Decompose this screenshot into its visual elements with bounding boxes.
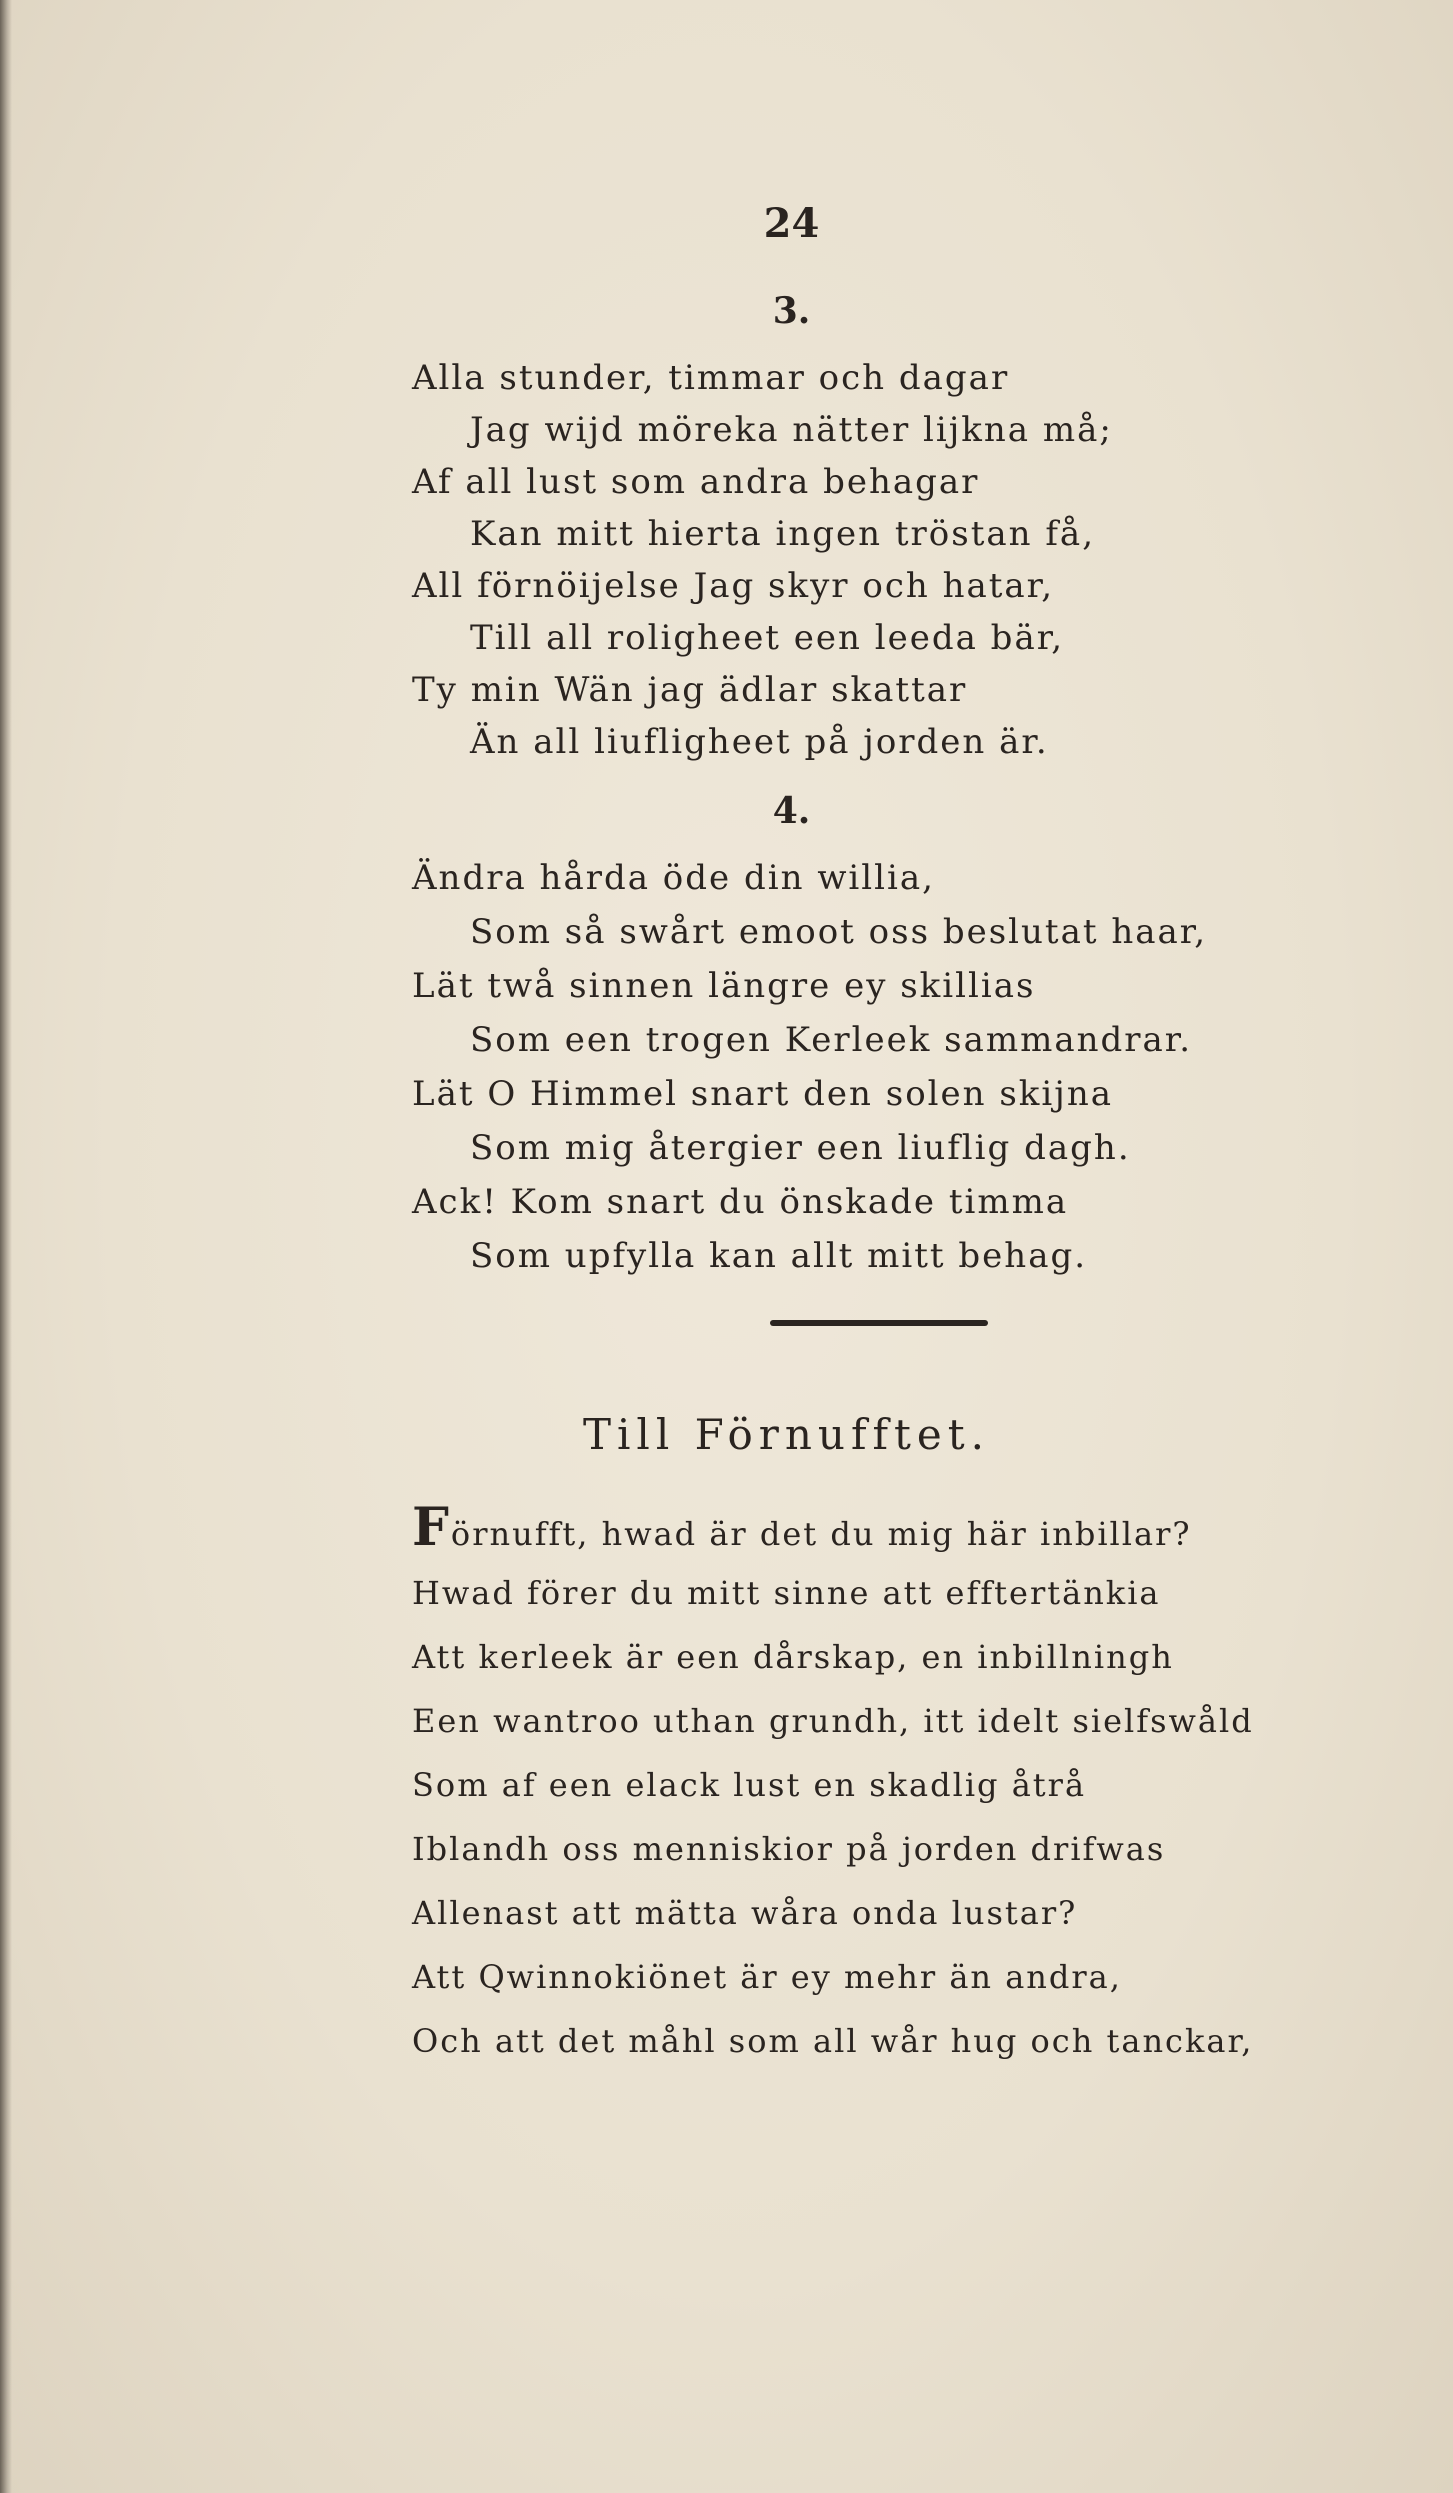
prose-line: Och att det måhl som all wår hug och tanckar, — [412, 2022, 1254, 2060]
verse-line: Till all roligheet een leeda bär, — [470, 618, 1065, 658]
prose-line: Att Qwinnokiönet är ey mehr än andra, — [412, 1958, 1122, 1996]
page-number: 24 — [763, 200, 820, 247]
prose-line: Iblandh oss menniskior på jorden drifwas — [412, 1830, 1166, 1868]
verse-line: Ändra hårda öde din willia, — [412, 858, 935, 898]
prose-line: Allenast att mätta wåra onda lustar? — [412, 1894, 1078, 1932]
prose-line: Att kerleek är een dårskap, en inbillningh — [412, 1638, 1174, 1676]
verse-line: Lät twå sinnen längre ey skillias — [412, 966, 1036, 1006]
verse-line: Än all liufligheet på jorden är. — [470, 722, 1049, 762]
verse-line: Som så swårt emoot oss beslutat haar, — [470, 912, 1208, 952]
verse-line: All förnöijelse Jag skyr och hatar, — [412, 566, 1055, 606]
verse-line: Af all lust som andra behagar — [412, 462, 980, 502]
drop-cap: F — [412, 1497, 451, 1558]
verse-line: Lät O Himmel snart den solen skijna — [412, 1074, 1113, 1114]
verse-line: Som upfylla kan allt mitt behag. — [470, 1236, 1088, 1276]
prose-line-text: örnufft, hwad är det du mig här inbillar? — [450, 1515, 1192, 1553]
stanza-number: 3. — [772, 290, 811, 332]
verse-line: Som mig återgier een liuflig dagh. — [470, 1128, 1131, 1168]
page-edge-shadow — [0, 0, 12, 2493]
prose-line-first — [412, 1497, 1192, 1558]
verse-line: Alla stunder, timmar och dagar — [412, 358, 1010, 398]
section-divider — [770, 1320, 988, 1326]
verse-line: Som een trogen Kerleek sammandrar. — [470, 1020, 1193, 1060]
verse-line: Jag wijd möreka nätter lijkna må; — [470, 410, 1113, 450]
verse-line: Ty min Wän jag ädlar skattar — [412, 670, 968, 710]
verse-line: Ack! Kom snart du önskade timma — [412, 1182, 1069, 1222]
prose-line: Hwad förer du mitt sinne att efftertänkia — [412, 1574, 1161, 1612]
poem-title: Till Förnufftet. — [582, 1410, 991, 1459]
stanza-number: 4. — [772, 790, 811, 832]
prose-line: Een wantroo uthan grundh, itt idelt sielfswåld — [412, 1702, 1254, 1740]
prose-line: Som af een elack lust en skadlig åtrå — [412, 1766, 1087, 1804]
verse-line: Kan mitt hierta ingen tröstan få, — [470, 514, 1096, 554]
